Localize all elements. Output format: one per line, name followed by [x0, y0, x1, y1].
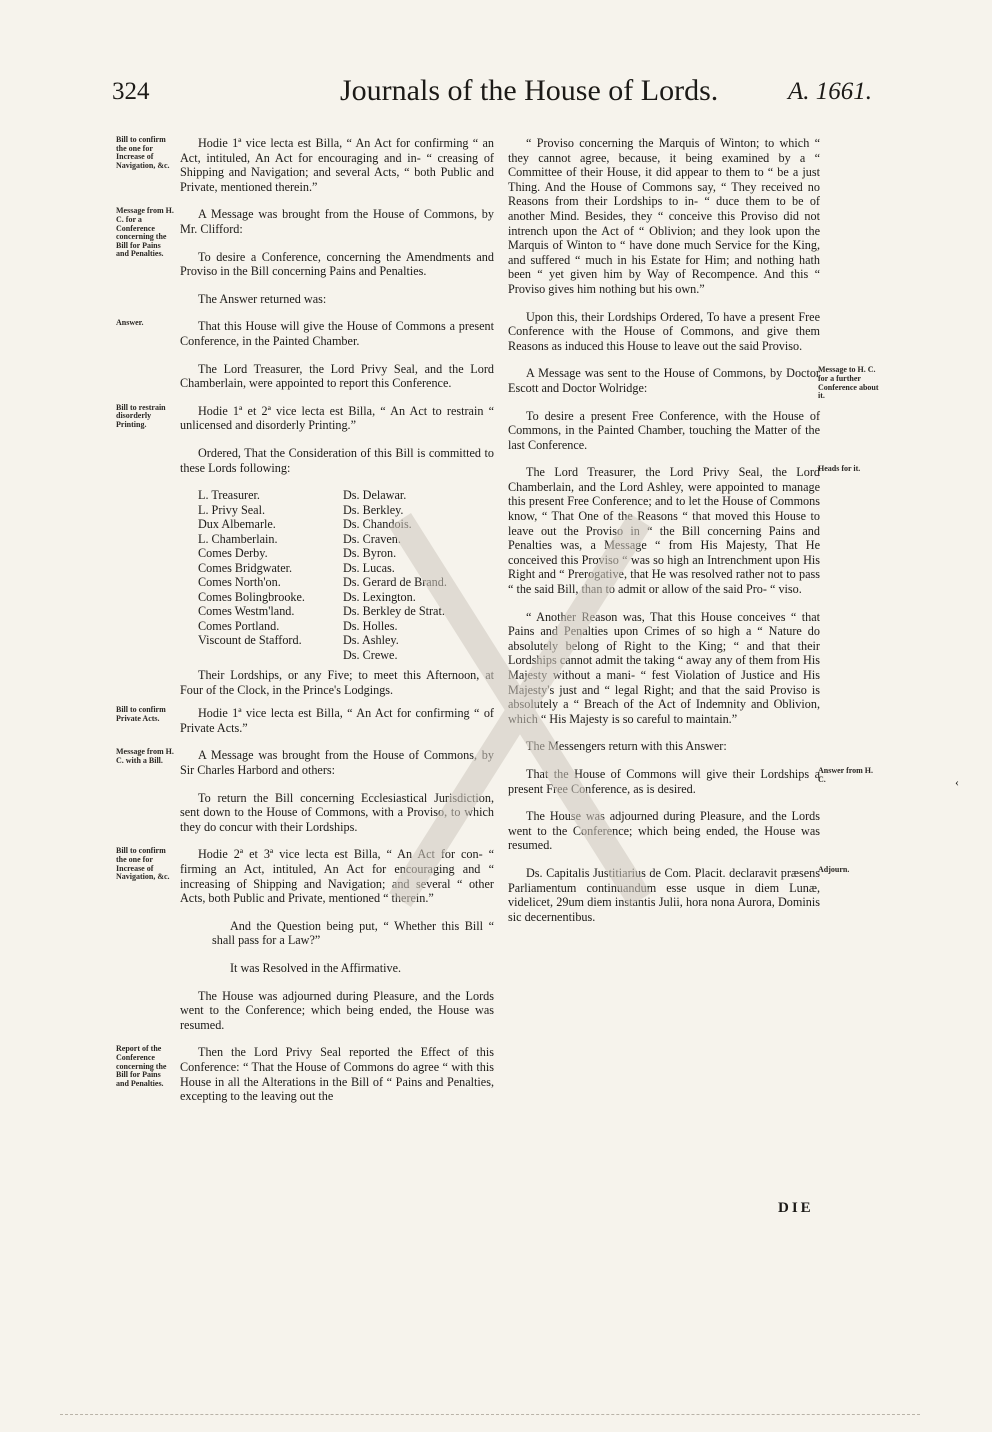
margin-note: Bill to restrain disorderly Printing. [116, 402, 166, 429]
entry-text: Hodie 1ª et 2ª vice lecta est Billa, “ An Act to restrain “ unlicensed and disorderly Printing.” [180, 403, 494, 433]
entry-text: A Message was sent to the House of Commons, by Doctor Escott and Doctor Wolridge: [508, 366, 820, 395]
journal-paragraph [508, 739, 820, 754]
entry-text: The Lord Treasurer, the Lord Privy Seal, the Lord Chamberlain, and the Lord Ashley, were appointed to manage this present Free Conference; and to let the House of Commons know, “ That One of the Reasons “ that moved this House to leave out the Proviso in “ the Bill concerning Pains and Penalties was, a Message “ from His Majesty, That He conceived this Proviso “ was so high an Intrenchment upon His Right and “ Prerogative, that He was resolved rather not to pass “ the said Bill, than to admit or allow of the said Pro- “ viso. [508, 465, 820, 597]
journal-entry [116, 747, 494, 778]
journal-paragraph [180, 919, 494, 948]
entry-text: Hodie 1ª vice lecta est Billa, “ An Act for confirming “ an Act, intituled, An Act for encouraging and in- “ creasing of Shipping and Navigation; and several Acts, “ both Public and Private, mentioned therein.” [180, 136, 494, 194]
entry-text: That this House will give the House of Commons a present Conference, in the Painted Chamber. [180, 319, 494, 348]
right-column [508, 136, 879, 937]
journal-entry [116, 705, 494, 735]
journal-entry [116, 135, 494, 194]
committee-note: Their Lordships, or any Five; to meet this Afternoon, at Four of the Clock, in the Prince's Lodgings. [180, 668, 494, 697]
margin-mark: ‹ [955, 775, 959, 789]
entry-text: Ds. Capitalis Justitiarius de Com. Placit. declaravit præsens Parliamentum continuandum esse usque in diem Lunæ, videlicet, 29um diem instantis Julii, hora nona Aurora, Dominis sic decernentibus. [508, 865, 820, 924]
entry-text: It was Resolved in the Affirmative. [230, 961, 402, 975]
committee-member: L. Treasurer. [198, 488, 260, 503]
committee-member: Ds. Crewe. [343, 647, 398, 662]
year-label: A. 1661. [787, 78, 872, 105]
journal-paragraph [508, 809, 820, 853]
margin-note: Heads for it. [818, 464, 861, 474]
entry-text: A Message was brought from the House of Commons, by Mr. Clifford: [180, 207, 494, 236]
journal-entry [508, 464, 861, 597]
entry-text: The House was adjourned during Pleasure, and the Lords went to the Conference; which being ended, the House was resumed. [508, 809, 820, 853]
journal-entry [508, 864, 850, 924]
entry-text: The Lord Treasurer, the Lord Privy Seal, and the Lord Chamberlain, were appointed to report this Conference. [180, 361, 494, 391]
journal-paragraph [180, 446, 494, 475]
journal-paragraph [180, 250, 494, 279]
journal-entry [116, 402, 494, 433]
entry-text: Upon this, their Lordships Ordered, To have a present Free Conference with the House of Commons, and give them Reasons as induced this House to leave out the said Proviso. [508, 309, 820, 353]
margin-note: Message from H. C. with a Bill. [116, 747, 174, 766]
entry-text: The House was adjourned during Pleasure, and the Lords went to the Conference; which being ended, the House was resumed. [180, 988, 494, 1032]
committee-member: Ds. Berkley de Strat. [343, 604, 445, 619]
margin-note: Bill to confirm Private Acts. [116, 705, 166, 723]
entry-text: The Answer returned was: [198, 291, 327, 306]
committee-member: Comes North'on. [198, 575, 281, 590]
journal-paragraph [508, 409, 820, 453]
committee-member: Comes Westm'land. [198, 604, 295, 619]
entry-text: Then the Lord Privy Seal reported the Effect of this Conference: “ That the House of Commons do agree “ with this House in all the Alterations in the Bill of “ Pains and Penalties, excepting to the leaving out the [180, 1045, 494, 1104]
margin-note: Bill to confirm the one for Increase of Navigation, &c. [116, 846, 170, 882]
entry-text: “ Another Reason was, That this House conceives “ that Pains and Penalties upon Crimes of so high a “ Nature do absolutely belong of Right to the King; “ and that their Lordships cannot admit the taking “ away any of them from His Majesty without a mani- “ fest Violation of Justice and His Majesty's just and “ legal Right; and that the said Proviso is absolutely a “ Breach of the Act of Indemnity and Oblivion, which “ His Majesty is so careful to maintain.” [508, 609, 820, 726]
left-column [116, 135, 494, 1117]
committee-member: Ds. Berkley. [343, 502, 404, 517]
entry-text: Ordered, That the Consideration of this Bill is committed to these Lords following: [180, 445, 494, 475]
committee-member: Comes Derby. [198, 546, 268, 561]
committee-member: Dux Albemarle. [198, 517, 276, 532]
committee-member: Comes Bridgwater. [198, 560, 293, 575]
journal-paragraph [180, 961, 494, 976]
journal-entry [116, 206, 494, 259]
committee-member: Comes Bolingbrooke. [198, 589, 305, 604]
page-title: Journals of the House of Lords. [340, 74, 719, 107]
entry-text: To desire a present Free Conference, with the House of Commons, in the Painted Chamber, touching the Matter of the last Conference. [508, 408, 820, 452]
committee-member: Ds. Lexington. [343, 589, 416, 604]
committee-member: Ds. Delawar. [343, 488, 407, 503]
entry-text: Hodie 2ª et 3ª vice lecta est Billa, “ An Act for con- “ firming an Act, intituled, An Act for encouraging and “ increasing of Shipping and Navigation; and several “ other Acts, both Public and Private, mentioned “ therein.” [180, 847, 494, 906]
committee-member: Ds. Holles. [343, 618, 398, 633]
entry-text: And the Question being put, “ Whether this Bill “ shall pass for a Law?” [212, 918, 494, 948]
journal-entry [508, 365, 879, 401]
entry-text: The Messengers return with this Answer: [526, 739, 727, 754]
journal-paragraph [508, 610, 820, 727]
committee-member: Ds. Ashley. [343, 633, 399, 648]
journal-paragraph [180, 791, 494, 835]
journal-entry [508, 765, 874, 796]
margin-note: Adjourn. [818, 864, 850, 874]
page-bottom-rule [60, 1414, 920, 1415]
page-number: 324 [112, 78, 150, 105]
journal-entry [116, 846, 494, 906]
margin-note: Answer. [116, 318, 144, 328]
entry-text: Hodie 1ª vice lecta est Billa, “ An Act for confirming “ of Private Acts.” [180, 706, 494, 735]
committee-member: Ds. Byron. [343, 546, 397, 561]
committee-member: Ds. Gerard de Brand. [343, 575, 447, 590]
margin-note: Message from H. C. for a Conference concerning the Bill for Pains and Penalties. [116, 206, 174, 259]
committee-list [198, 488, 494, 662]
committee-member: Viscount de Stafford. [198, 633, 302, 648]
committee-member: L. Privy Seal. [198, 502, 266, 517]
committee-member: Comes Portland. [198, 618, 280, 633]
entry-text: “ Proviso concerning the Marquis of Winton; to which “ they cannot agree, because, it being examined by a “ Committee of their House, it did appear to them to “ be a just Thing. And the House of Commons say, “ They received no Reasons from their Lordships to in- “ duce them to be of another Mind. Besides, they “ conceive this Proviso did not intrench upon the Act of “ Oblivion; and they look upon the Marquis of Winton to “ have done much Service for the King, and suffered “ much in his Estate for Him; and nothing hath been “ yet given him by Way of Recompence. And this “ Proviso gives him nothing but his own.” [508, 136, 820, 296]
margin-note: Report of the Conference concerning the Bill for Pains and Penalties. [116, 1044, 167, 1088]
margin-note: Answer from H. C. [818, 765, 874, 784]
margin-note: Bill to confirm the one for Increase of Navigation, &c. [116, 135, 170, 170]
margin-note: Message to H. C. for a further Conference about it. [818, 365, 879, 401]
journal-entry [116, 318, 494, 348]
committee-member: Ds. Lucas. [343, 560, 395, 575]
journal-paragraph [508, 136, 820, 297]
journal-paragraph [180, 989, 494, 1033]
journal-paragraph [180, 292, 494, 307]
entry-text: To return the Bill concerning Ecclesiastical Jurisdiction, sent down to the House of Commons, with a Proviso, to which they do concur with their Lordships. [180, 790, 494, 834]
entry-text: To desire a Conference, concerning the Amendments and Proviso in the Bill concerning Pains and Penalties. [180, 249, 494, 279]
journal-paragraph [180, 362, 494, 391]
committee-member: Ds. Craven. [343, 531, 401, 546]
committee-member: L. Chamberlain. [198, 531, 278, 546]
running-header [112, 74, 872, 122]
entry-text: That the House of Commons will give their Lordships a present Free Conference, as is desired. [508, 766, 820, 796]
committee-member: Ds. Chandois. [343, 517, 412, 532]
catchword: DIE [778, 1200, 814, 1216]
journal-paragraph [508, 310, 820, 354]
journal-entry [116, 1044, 494, 1104]
entry-text: A Message was brought from the House of Commons, by Sir Charles Harbord and others: [180, 748, 494, 778]
